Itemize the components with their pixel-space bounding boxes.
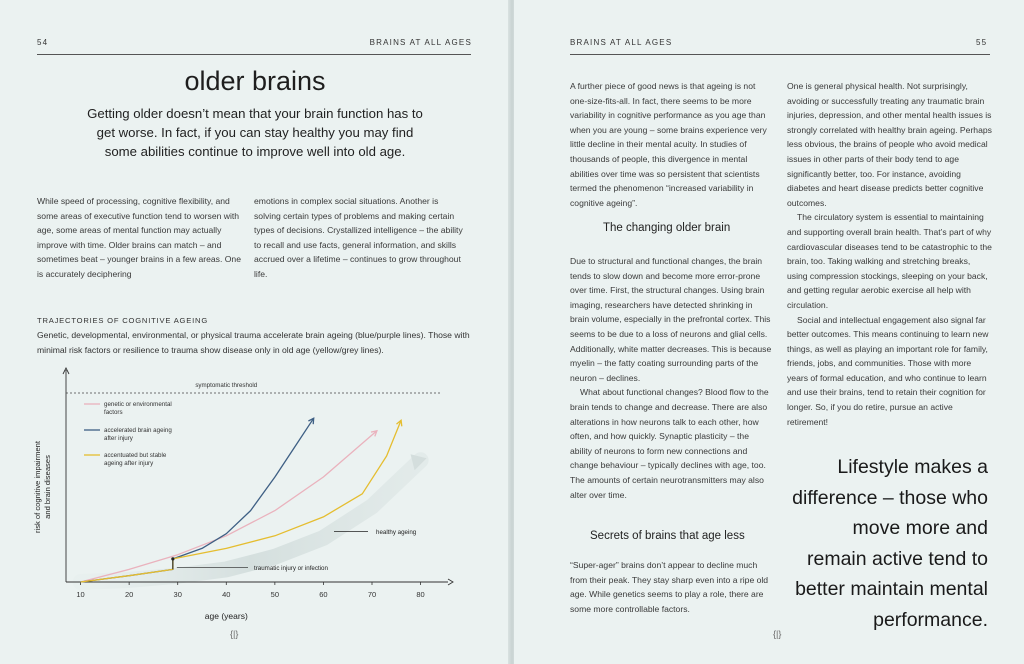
x-tick-label: 70 bbox=[367, 590, 377, 599]
running-head: BRAINS AT ALL AGES bbox=[570, 38, 673, 47]
legend-label: ageing after injury bbox=[104, 460, 154, 467]
running-head: BRAINS AT ALL AGES bbox=[369, 38, 472, 47]
trauma-label: traumatic injury or infection bbox=[254, 564, 328, 572]
body-paragraph: The circulatory system is essential to maintaining and supporting overall brain health. That’s part of why cardiovascular diseases tend to be catastrophic to the brain, too. Taking walking and stretching breaks, using compression stockings, sleeping on your back, and getting regular aerobic exercise all help with circulation. bbox=[787, 212, 992, 310]
pull-quote: Lifestyle makes a difference – those who move more and remain active tend to better maintain mental performance. bbox=[792, 456, 988, 631]
body-paragraph: One is general physical health. Not surprisingly, avoiding or successfully treating any traumatic brain injuries, depression, and other mental health issues is strongly correlated with healthy brain ageing. Perhaps less obvious, the brains of people who avoid medical issues in other parts of their body tend to age significantly better, too. For instance, avoiding diabetes and heart disease predicts better cognitive outcomes. bbox=[787, 81, 992, 208]
page-number: 55 bbox=[976, 38, 988, 47]
legend-label: after injury bbox=[104, 435, 133, 442]
body-paragraph: “Super-ager” brains don’t appear to decline much from their peak. They stay sharp even into a ripe old age. While genetics seems to play a role, there are some more controllable factors. bbox=[570, 560, 769, 614]
legend-label: accentuated but stable bbox=[104, 452, 167, 459]
legend-label: genetic or environmental bbox=[104, 401, 172, 408]
body-paragraph: Due to structural and functional changes, the brain tends to slow down and become more error-prone over time. First, the structural changes. Using brain imaging, researchers have detected shrinking in brain volume, especially in the prefrontal cortex. This seems to be due to a loss of neurons and glial cells. Additionally, white matter decreases. This is because myelin – the fatty coating surrounding parts of the neuron – declines. bbox=[570, 256, 772, 383]
right-column-1-bottom bbox=[570, 558, 772, 616]
y-axis-label: risk of cognitive impairment bbox=[33, 440, 42, 534]
intro-paragraph: Getting older doesn’t mean that your brain function has to get worse. In fact, if you can stay healthy you may find some abilities continue to improve well into old age. bbox=[87, 106, 423, 159]
subheading-changing-older-brain: The changing older brain bbox=[603, 222, 731, 234]
x-tick-label: 20 bbox=[124, 590, 134, 599]
healthy-ageing-band-path bbox=[81, 460, 421, 582]
right-column-2 bbox=[787, 79, 992, 429]
body-paragraph: emotions in complex social situations. Another is solving certain types of problems and making certain types of decisions. Crystallized intelligence – the ability to recall and use facts, general information, and skills accrued over a lifetime – continues to grow throughout life. bbox=[254, 196, 463, 279]
folio-mark: {|} bbox=[773, 629, 782, 639]
figure-title: TRAJECTORIES OF COGNITIVE AGEING bbox=[37, 316, 209, 325]
body-paragraph: A further piece of good news is that ageing is not one-size-fits-all. In fact, there seems to be more variability in cognitive performance as you age than when you are young – some brains experience very little decline in their mental acuity. In studies of thousands of people, this divergence in mental abilities over time was so persistent that scientists termed the phenomenon “increased variability in cognitive ageing”. bbox=[570, 81, 767, 208]
y-axis-label: and brain diseases bbox=[43, 455, 52, 519]
x-tick-label: 50 bbox=[270, 590, 280, 599]
left-page bbox=[0, 0, 510, 664]
x-tick-label: 40 bbox=[222, 590, 231, 599]
legend-label: accelerated brain ageing bbox=[104, 427, 172, 434]
body-paragraph: While speed of processing, cognitive flexibility, and some areas of executive function tend to worsen with age, some areas of mental function may actually improve with time. Older brains can match – and sometimes beat – younger brains in a few areas. One is accurately deciphering bbox=[37, 196, 241, 279]
page-title: older brains bbox=[184, 66, 326, 96]
right-column-1-middle bbox=[570, 254, 772, 502]
x-tick-label: 10 bbox=[76, 590, 85, 599]
injury-point bbox=[171, 557, 174, 560]
x-axis-label: age (years) bbox=[204, 611, 248, 621]
page-number: 54 bbox=[37, 38, 49, 47]
legend-label: factors bbox=[104, 409, 123, 416]
x-axis-arrow bbox=[448, 579, 453, 585]
subheading-secrets: Secrets of brains that age less bbox=[590, 530, 745, 542]
body-column-2 bbox=[254, 194, 464, 282]
folio-mark: {|} bbox=[230, 629, 239, 639]
figure-caption: Genetic, developmental, environmental, or physical trauma accelerate brain ageing (blue/purple lines). Those with minimal risk factors or resilience to trauma show disease only in old age (yellow/grey lines). bbox=[37, 330, 470, 355]
threshold-label: symptomatic threshold bbox=[195, 382, 258, 389]
chart-legend bbox=[84, 401, 172, 467]
header-rule bbox=[37, 54, 471, 55]
body-column-1 bbox=[37, 194, 242, 282]
right-column-1-top bbox=[570, 79, 772, 210]
cognitive-ageing-chart bbox=[0, 360, 510, 626]
healthy-ageing-label: healthy ageing bbox=[376, 529, 417, 537]
x-tick-label: 60 bbox=[319, 590, 328, 599]
body-paragraph: What about functional changes? Blood flow to the brain tends to change and decrease. There are also alterations in how neurons talk to each other, how often, and how quickly. Synaptic plasticity – the ability of neurons to form new connections and change behaviour – typically declines with age, too. The amounts of certain neurotransmitters may also alter over time. bbox=[570, 387, 769, 500]
x-tick-label: 80 bbox=[416, 590, 425, 599]
body-paragraph: Social and intellectual engagement also signal far better outcomes. This means continuing to learn new things, as well as playing an important role for family, friends, jobs, and communities. Those with more years of formal education, and who continue to learn and use their brains, tend to retain their cognition for longer. So, if you do retire, pursue an active retirement! bbox=[787, 314, 989, 427]
x-tick-label: 30 bbox=[173, 590, 182, 599]
header-rule bbox=[570, 54, 990, 55]
